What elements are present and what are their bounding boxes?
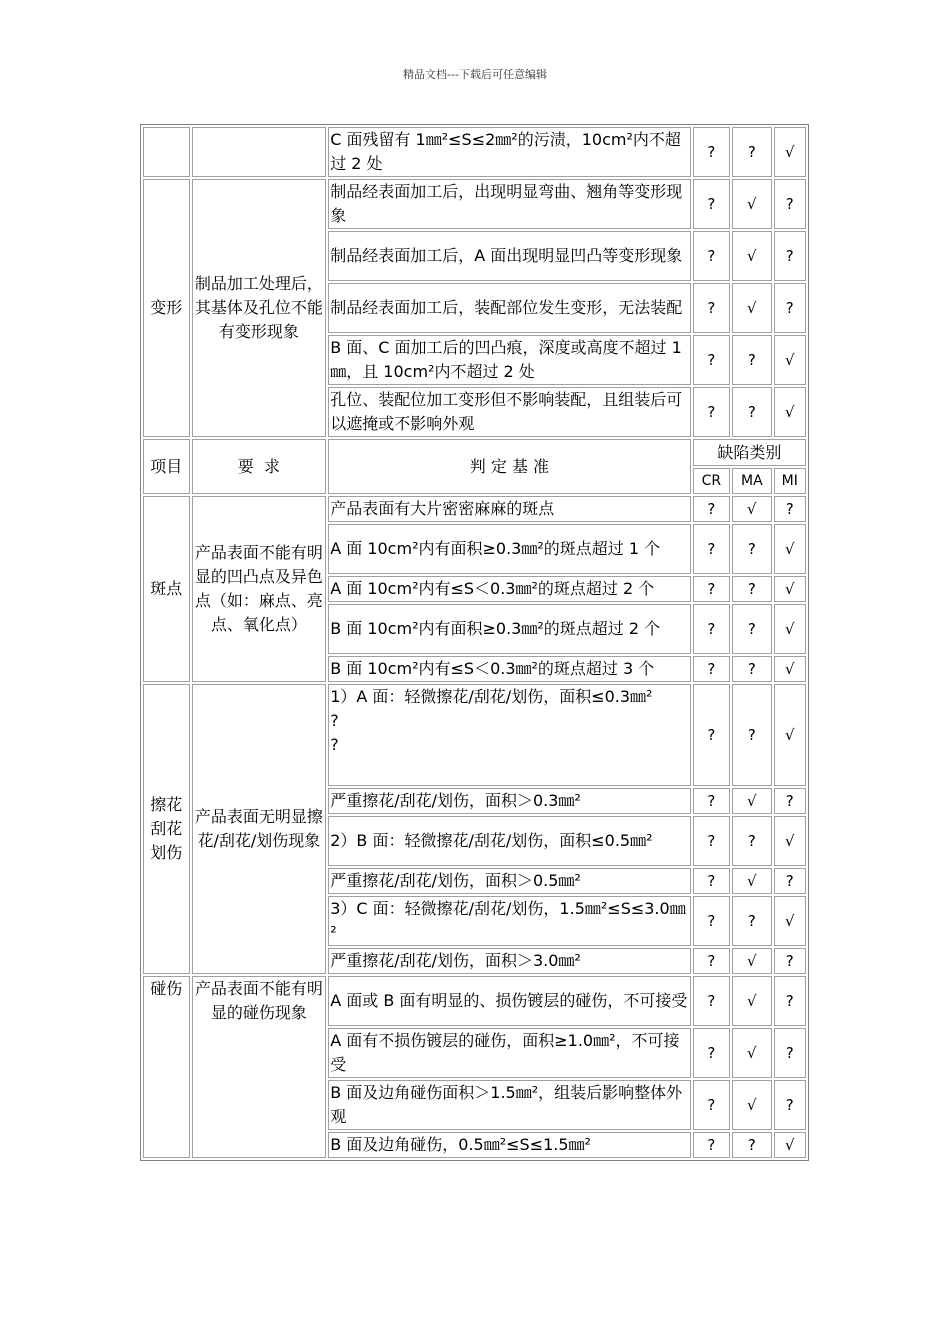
cr-mark: ? bbox=[693, 684, 730, 786]
table-row bbox=[143, 127, 806, 177]
ma-mark: ? bbox=[732, 387, 771, 437]
criterion-cell: 制品经表面加工后，出现明显弯曲、翘角等变形现象 bbox=[328, 179, 690, 229]
mi-mark: ? bbox=[774, 1080, 806, 1130]
cr-mark: ? bbox=[693, 179, 730, 229]
requirement-cell: 产品表面无明显擦花/刮花/划伤现象 bbox=[192, 684, 327, 974]
ma-mark: ? bbox=[732, 656, 771, 682]
ma-mark: ? bbox=[732, 896, 771, 946]
header-mi: MI bbox=[774, 468, 806, 494]
mi-mark: √ bbox=[774, 387, 806, 437]
cr-mark: ? bbox=[693, 335, 730, 385]
cr-mark: ? bbox=[693, 868, 730, 894]
mi-mark: ? bbox=[774, 283, 806, 333]
mi-mark: √ bbox=[774, 896, 806, 946]
mi-mark: √ bbox=[774, 656, 806, 682]
header-criterion: 判 定 基 准 bbox=[328, 439, 690, 494]
ma-mark: √ bbox=[732, 231, 771, 281]
criterion-cell: 严重擦花/刮花/划伤，面积＞3.0㎜² bbox=[328, 948, 690, 974]
requirement-cell: 制品加工处理后，其基体及孔位不能有变形现象 bbox=[192, 179, 327, 437]
ma-mark: ? bbox=[732, 127, 771, 177]
cr-mark: ? bbox=[693, 576, 730, 602]
table-row bbox=[143, 496, 806, 522]
ma-mark: ? bbox=[732, 816, 771, 866]
defect-criteria-table bbox=[140, 124, 809, 1161]
item-cell: 擦花刮花划伤 bbox=[143, 684, 190, 974]
criterion-cell: C 面残留有 1㎜²≤S≤2㎜²的污渍，10cm²内不超过 2 处 bbox=[328, 127, 690, 177]
cr-mark: ? bbox=[693, 948, 730, 974]
criterion-cell: 2）B 面：轻微擦花/刮花/划伤，面积≤0.5㎜² bbox=[328, 816, 690, 866]
criterion-cell: 3）C 面：轻微擦花/刮花/划伤，1.5㎜²≤S≤3.0㎜² bbox=[328, 896, 690, 946]
item-cell: 变形 bbox=[143, 179, 190, 437]
cr-mark: ? bbox=[693, 1132, 730, 1158]
table-row bbox=[143, 179, 806, 229]
mi-mark: √ bbox=[774, 604, 806, 654]
criterion-cell: 制品经表面加工后，装配部位发生变形，无法装配 bbox=[328, 283, 690, 333]
item-cell: 碰伤 bbox=[143, 976, 190, 1158]
criterion-cell: 严重擦花/刮花/划伤，面积＞0.5㎜² bbox=[328, 868, 690, 894]
ma-mark: ? bbox=[732, 1132, 771, 1158]
ma-mark: √ bbox=[732, 496, 771, 522]
ma-mark: √ bbox=[732, 1080, 771, 1130]
criterion-cell: 制品经表面加工后，A 面出现明显凹凸等变形现象 bbox=[328, 231, 690, 281]
mi-mark: ? bbox=[774, 976, 806, 1026]
ma-mark: ? bbox=[732, 604, 771, 654]
cr-mark: ? bbox=[693, 656, 730, 682]
table-row bbox=[143, 976, 806, 1026]
ma-mark: √ bbox=[732, 179, 771, 229]
mi-mark: √ bbox=[774, 524, 806, 574]
header-ma: MA bbox=[732, 468, 771, 494]
criterion-cell bbox=[328, 684, 690, 786]
header-defect-category: 缺陷类别 bbox=[693, 439, 806, 466]
cr-mark: ? bbox=[693, 896, 730, 946]
ma-mark: √ bbox=[732, 976, 771, 1026]
criterion-cell: A 面有不损伤镀层的碰伤，面积≥1.0㎜²，不可接受 bbox=[328, 1028, 690, 1078]
criterion-cell: B 面及边角碰伤，0.5㎜²≤S≤1.5㎜² bbox=[328, 1132, 690, 1158]
criterion-cell: A 面 10cm²内有≤S＜0.3㎜²的斑点超过 2 个 bbox=[328, 576, 690, 602]
mi-mark: ? bbox=[774, 231, 806, 281]
table-row bbox=[143, 684, 806, 786]
item-cell bbox=[143, 127, 190, 177]
mi-mark: ? bbox=[774, 1028, 806, 1078]
criterion-cell: 严重擦花/刮花/划伤，面积＞0.3㎜² bbox=[328, 788, 690, 814]
criterion-cell: A 面或 B 面有明显的、损伤镀层的碰伤，不可接受 bbox=[328, 976, 690, 1026]
mi-mark: ? bbox=[774, 496, 806, 522]
cr-mark: ? bbox=[693, 496, 730, 522]
header-item: 项目 bbox=[143, 439, 190, 494]
placeholder-mark: ? bbox=[330, 735, 339, 754]
cr-mark: ? bbox=[693, 524, 730, 574]
cr-mark: ? bbox=[693, 387, 730, 437]
table-header-row bbox=[143, 439, 806, 466]
ma-mark: √ bbox=[732, 788, 771, 814]
cr-mark: ? bbox=[693, 788, 730, 814]
ma-mark: ? bbox=[732, 576, 771, 602]
ma-mark: ? bbox=[732, 684, 771, 786]
cr-mark: ? bbox=[693, 283, 730, 333]
criterion-text: 1）A 面：轻微擦花/刮花/划伤，面积≤0.3㎜² bbox=[330, 687, 653, 706]
cr-mark: ? bbox=[693, 816, 730, 866]
ma-mark: ? bbox=[732, 335, 771, 385]
cr-mark: ? bbox=[693, 231, 730, 281]
criterion-cell: B 面 10cm²内有面积≥0.3㎜²的斑点超过 2 个 bbox=[328, 604, 690, 654]
criterion-cell: B 面及边角碰伤面积＞1.5㎜²，组装后影响整体外观 bbox=[328, 1080, 690, 1130]
header-cr: CR bbox=[693, 468, 730, 494]
criterion-cell: 产品表面有大片密密麻麻的斑点 bbox=[328, 496, 690, 522]
cr-mark: ? bbox=[693, 604, 730, 654]
mi-mark: ? bbox=[774, 868, 806, 894]
ma-mark: ? bbox=[732, 524, 771, 574]
mi-mark: √ bbox=[774, 1132, 806, 1158]
criterion-cell: B 面 10cm²内有≤S＜0.3㎜²的斑点超过 3 个 bbox=[328, 656, 690, 682]
cr-mark: ? bbox=[693, 1028, 730, 1078]
cr-mark: ? bbox=[693, 1080, 730, 1130]
requirement-cell: 产品表面不能有明显的凹凸点及异色点（如：麻点、亮点、氧化点） bbox=[192, 496, 327, 682]
header-requirement: 要 求 bbox=[192, 439, 327, 494]
criterion-cell: B 面、C 面加工后的凹凸痕，深度或高度不超过 1㎜，且 10cm²内不超过 2 处 bbox=[328, 335, 690, 385]
ma-mark: √ bbox=[732, 868, 771, 894]
mi-mark: √ bbox=[774, 335, 806, 385]
ma-mark: √ bbox=[732, 283, 771, 333]
mi-mark: ? bbox=[774, 788, 806, 814]
mi-mark: √ bbox=[774, 684, 806, 786]
mi-mark: ? bbox=[774, 179, 806, 229]
mi-mark: √ bbox=[774, 816, 806, 866]
mi-mark: √ bbox=[774, 127, 806, 177]
mi-mark: √ bbox=[774, 576, 806, 602]
page-header: 精品文档---下载后可任意编辑 bbox=[403, 68, 547, 81]
cr-mark: ? bbox=[693, 127, 730, 177]
ma-mark: √ bbox=[732, 948, 771, 974]
item-cell: 斑点 bbox=[143, 496, 190, 682]
criterion-cell: A 面 10cm²内有面积≥0.3㎜²的斑点超过 1 个 bbox=[328, 524, 690, 574]
requirement-cell: 产品表面不能有明显的碰伤现象 bbox=[192, 976, 327, 1158]
requirement-cell bbox=[192, 127, 327, 177]
placeholder-mark: ? bbox=[330, 711, 339, 730]
mi-mark: ? bbox=[774, 948, 806, 974]
cr-mark: ? bbox=[693, 976, 730, 1026]
criterion-cell: 孔位、装配位加工变形但不影响装配，且组装后可以遮掩或不影响外观 bbox=[328, 387, 690, 437]
ma-mark: √ bbox=[732, 1028, 771, 1078]
